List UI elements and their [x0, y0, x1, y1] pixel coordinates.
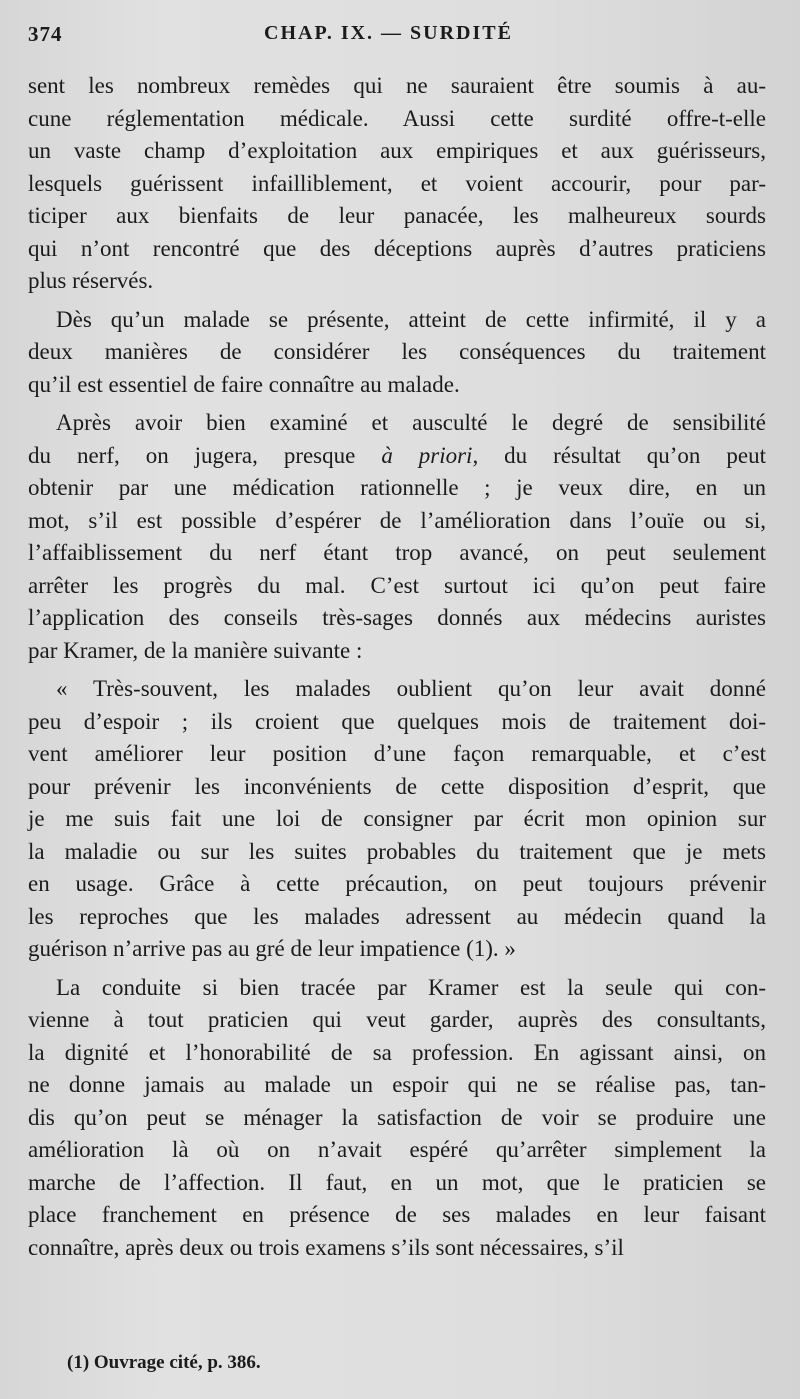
text-line: mot, s’il est possible d’espérer de l’amélioration dans l’ouïe ou si,: [28, 507, 766, 533]
footnote: (1) Ouvrage cité, p. 386.: [67, 1352, 261, 1373]
text-line: Dès qu’un malade se présente, atteint de cette infirmité, il y a: [56, 306, 766, 332]
text-line: la maladie ou sur les suites probables du traitement que je mets: [28, 838, 766, 864]
text-line: un vaste champ d’exploitation aux empiriques et aux guérisseurs,: [28, 138, 766, 163]
paragraph: [28, 304, 766, 402]
paragraph: [28, 70, 766, 298]
text-line: vienne à tout praticien qui veut garder, auprès des consultants,: [28, 1007, 766, 1032]
text-line: ticiper aux bienfaits de leur panacée, les malheureux sourds: [28, 203, 766, 228]
text-line: ne donne jamais au malade un espoir qui ne se réalise pas, tan-: [28, 1072, 766, 1097]
text-line: cune réglementation médicale. Aussi cette surdité offre-t-elle: [28, 105, 766, 131]
text-line: vent améliorer leur position d’une façon remarquable, et c’est: [28, 741, 766, 766]
text-line: Après avoir bien examiné et ausculté le degré de sensibilité: [56, 410, 766, 435]
text-line: les reproches que les malades adressent au médecin quand la: [28, 903, 766, 929]
running-head: CHAP. IX. — SURDITÉ: [264, 22, 513, 44]
paragraph: [28, 407, 766, 667]
text-line: sent les nombreux remèdes qui ne sauraient être soumis à au-: [28, 73, 766, 98]
text-line: qui n’ont rencontré que des déceptions auprès d’autres praticiens: [28, 235, 766, 261]
text-line: l’affaiblissement du nerf étant trop avancé, on peut seulement: [28, 540, 766, 565]
text-line: plus réservés.: [28, 268, 154, 293]
text-line: pour prévenir les inconvénients de cette disposition d’esprit, que: [28, 773, 766, 799]
text-line: peu d’espoir ; ils croient que quelques mois de traitement doi-: [28, 708, 766, 734]
page-number: 374: [28, 22, 63, 46]
text-line: je me suis fait une loi de consigner par écrit mon opinion sur: [28, 806, 766, 831]
text-line: en usage. Grâce à cette précaution, on peut toujours prévenir: [28, 871, 766, 896]
text-line: par Kramer, de la manière suivante :: [28, 637, 363, 663]
text-line: marche de l’affection. Il faut, en un mot, que le praticien se: [28, 1169, 766, 1195]
text-line: du nerf, on jugera, presque à priori, du résultat qu’on peut: [28, 442, 766, 468]
text-line: La conduite si bien tracée par Kramer est la seule qui con-: [56, 974, 766, 1000]
page-header: [28, 22, 766, 52]
text-line: « Très-souvent, les malades oublient qu’on leur avait donné: [56, 676, 766, 701]
text-line: lesquels guérissent infailliblement, et voient accourir, pour par-: [28, 170, 766, 196]
text-line: deux manières de considérer les conséquences du traitement: [28, 339, 766, 364]
body-text: [28, 70, 766, 1264]
text-line: la dignité et l’honorabilité de sa profession. En agissant ainsi, on: [28, 1039, 766, 1065]
text-line: place franchement en présence de ses malades en leur faisant: [28, 1202, 766, 1227]
text-line: amélioration là où on n’avait espéré qu’arrêter simplement la: [28, 1137, 766, 1162]
text-line: qu’il est essentiel de faire connaître au malade.: [28, 371, 460, 397]
text-line: l’application des conseils très-sages donnés aux médecins auristes: [28, 605, 766, 630]
text-line: dis qu’on peut se ménager la satisfaction de voir se produire une: [28, 1104, 766, 1130]
text-line: connaître, après deux ou trois examens s’ils sont nécessaires, s’il: [28, 1234, 624, 1260]
paragraph: [28, 673, 766, 966]
paragraph: [28, 972, 766, 1265]
text-line: obtenir par une médication rationnelle ; je veux dire, en un: [28, 475, 766, 500]
text-line: guérison n’arrive pas au gré de leur impatience (1). »: [28, 936, 516, 961]
text-line: arrêter les progrès du mal. C’est surtout ici qu’on peut faire: [28, 572, 766, 598]
